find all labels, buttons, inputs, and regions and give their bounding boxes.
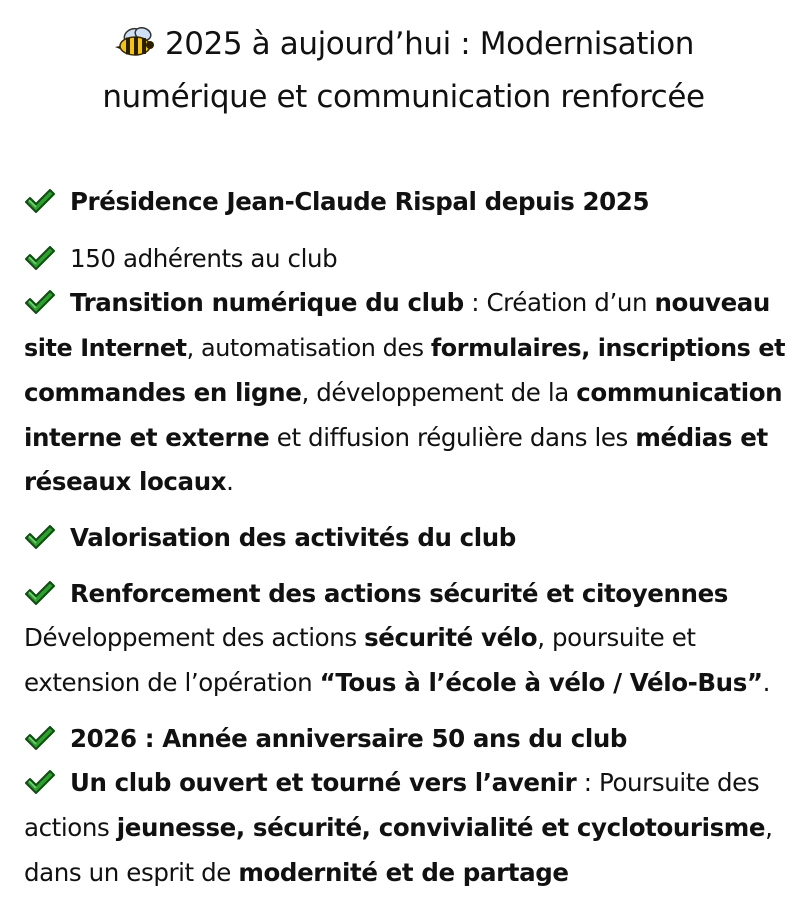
item-text: . xyxy=(762,668,770,697)
list-item-adherents xyxy=(24,237,337,282)
bee-icon xyxy=(113,27,157,57)
item-text: , automatisation des xyxy=(186,334,431,362)
list-item-transition-numerique xyxy=(24,281,770,326)
item-text: Développement des actions xyxy=(24,623,365,652)
item-bold-text: interne et externe xyxy=(24,423,270,452)
list-item-renforcement-line-2 xyxy=(24,616,696,661)
check-icon xyxy=(24,581,56,605)
list-item-valorisation xyxy=(24,516,516,561)
item-bold-text: communication xyxy=(576,378,783,407)
list-item-avenir-line-3 xyxy=(24,851,569,896)
item-text: dans un esprit de xyxy=(24,858,239,887)
item-text: , poursuite et xyxy=(537,623,696,652)
list-item-transition-numerique-line-3 xyxy=(24,371,782,416)
check-icon xyxy=(24,246,56,270)
item-bold-text: Renforcement des actions sécurité et citoyennes xyxy=(70,579,728,608)
item-bold-text: commandes en ligne xyxy=(24,378,302,407)
item-bold-text: site Internet xyxy=(24,334,187,362)
list-item-renforcement-line-3 xyxy=(24,661,770,706)
item-text: . xyxy=(226,467,234,496)
check-icon xyxy=(24,770,56,794)
list-item-avenir-line-2 xyxy=(24,806,773,851)
title-line-1 xyxy=(0,18,807,71)
title-text-line-1: 2025 à aujourd’hui : Modernisation xyxy=(164,26,695,62)
item-bold-text: médias et xyxy=(635,423,768,452)
item-text: actions xyxy=(24,813,117,842)
item-bold-text: Transition numérique du club xyxy=(70,288,464,317)
check-icon xyxy=(24,189,56,213)
item-bold-text: jeunesse, sécurité, convivialité et cyclotourisme xyxy=(116,813,766,842)
item-text: et diffusion régulière dans les xyxy=(269,423,636,452)
item-bold-text: 2026 : Année anniversaire 50 ans du club xyxy=(70,724,627,753)
list-item-avenir xyxy=(24,761,759,806)
item-text: extension de l’opération xyxy=(24,668,320,697)
list-item-anniversaire xyxy=(24,717,627,762)
item-text: : Création d’un xyxy=(463,288,655,317)
item-bold-text: Valorisation des activités du club xyxy=(70,523,516,552)
item-text: , xyxy=(765,813,773,842)
check-icon xyxy=(24,290,56,314)
item-bold-text: Un club ouvert et tourné vers l’avenir xyxy=(70,768,577,797)
item-bold-text: sécurité vélo xyxy=(364,623,538,652)
list-item-transition-numerique-line-5 xyxy=(24,460,234,505)
item-bold-text: Présidence Jean-Claude Rispal depuis 2025 xyxy=(70,187,650,216)
list-item-renforcement xyxy=(24,572,728,617)
item-text: : Poursuite des xyxy=(576,768,760,797)
page-title xyxy=(0,18,807,124)
check-icon xyxy=(24,525,56,549)
list-item-presidence xyxy=(24,180,649,225)
item-bold-text: réseaux locaux xyxy=(24,467,227,496)
check-icon xyxy=(24,726,56,750)
item-bold-text: formulaires, inscriptions et xyxy=(430,334,786,362)
item-bold-text: modernité et de partage xyxy=(238,858,569,887)
title-line-2: numérique et communication renforcée xyxy=(102,79,705,115)
list-item-transition-numerique-line-2 xyxy=(24,326,785,371)
item-bold-text: nouveau xyxy=(654,288,770,317)
list-item-transition-numerique-line-4 xyxy=(24,416,768,461)
item-text: 150 adhérents au club xyxy=(70,244,338,273)
item-bold-text: “Tous à l’école à vélo / Vélo-Bus” xyxy=(319,668,763,697)
item-text: , développement de la xyxy=(301,378,577,407)
